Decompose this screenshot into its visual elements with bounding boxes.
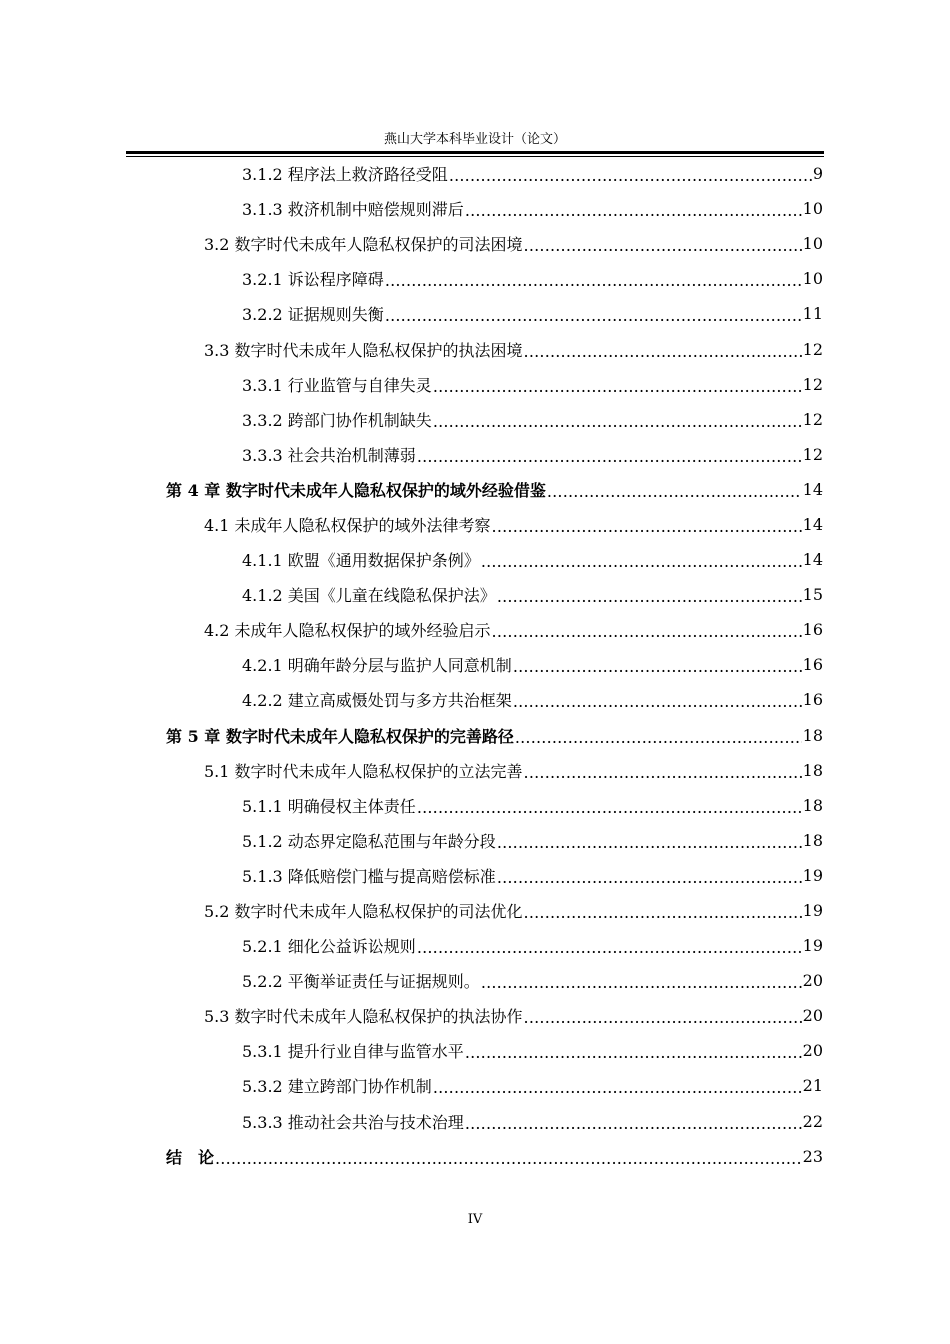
table-of-contents: [166, 156, 823, 1174]
toc-entry[interactable]: [166, 788, 823, 823]
toc-entry-title: 5.3.3 推动社会共治与技术治理: [242, 1112, 464, 1132]
toc-entry[interactable]: [166, 226, 823, 261]
toc-entry-title: 3.1.2 程序法上救济路径受阻: [242, 165, 448, 185]
toc-entry[interactable]: [166, 402, 823, 437]
toc-entry-page: 12: [802, 374, 823, 394]
toc-entry[interactable]: [166, 928, 823, 963]
toc-entry-title: 5.2.1 细化公益诉讼规则: [242, 937, 416, 957]
toc-entry-title: 5.1.1 明确侵权主体责任: [242, 796, 416, 816]
toc-dot-leader: [492, 517, 802, 536]
toc-dot-leader: [385, 271, 802, 290]
toc-entry-page: 16: [802, 690, 823, 710]
toc-entry-page: 19: [802, 936, 823, 956]
toc-entry-page: 18: [802, 725, 823, 745]
toc-entry-title: 5.3.2 建立跨部门协作机制: [242, 1077, 432, 1097]
page-number: IV: [467, 1212, 483, 1227]
toc-entry-page: 20: [802, 1006, 823, 1026]
toc-entry-title: 4.1.2 美国《儿童在线隐私保护法》: [242, 586, 496, 606]
toc-dot-leader: [417, 938, 802, 957]
toc-entry-page: 18: [802, 830, 823, 850]
toc-entry-page: 19: [802, 901, 823, 921]
toc-entry-page: 14: [802, 479, 823, 499]
toc-entry-page: 18: [802, 795, 823, 815]
toc-entry-title: 4.1.1 欧盟《通用数据保护条例》: [242, 551, 480, 571]
toc-entry-title: 3.1.3 救济机制中赔偿规则滞后: [242, 200, 464, 220]
toc-dot-leader: [492, 622, 802, 641]
toc-dot-leader: [417, 798, 802, 817]
toc-entry-page: 23: [802, 1146, 823, 1166]
toc-entry[interactable]: [166, 472, 823, 507]
toc-entry-page: 20: [802, 1041, 823, 1061]
toc-entry-title: 4.1 未成年人隐私权保护的域外法律考察: [204, 515, 491, 535]
toc-entry[interactable]: [166, 647, 823, 682]
toc-entry[interactable]: [166, 753, 823, 788]
toc-dot-leader: [385, 306, 802, 325]
toc-dot-leader: [547, 482, 802, 501]
toc-entry-title: 3.3.3 社会共治机制薄弱: [242, 445, 416, 465]
toc-entry-title: 3.2 数字时代未成年人隐私权保护的司法困境: [204, 235, 523, 255]
toc-dot-leader: [465, 1043, 802, 1062]
toc-entry[interactable]: [166, 963, 823, 998]
toc-entry[interactable]: [166, 367, 823, 402]
toc-entry[interactable]: [166, 1068, 823, 1103]
toc-dot-leader: [524, 903, 802, 922]
toc-dot-leader: [524, 236, 802, 255]
toc-entry-page: 12: [802, 409, 823, 429]
toc-entry-title: 4.2.2 建立高威慑处罚与多方共治框架: [242, 691, 512, 711]
toc-dot-leader: [449, 166, 812, 185]
toc-entry-page: 15: [802, 585, 823, 605]
toc-entry-page: 10: [802, 269, 823, 289]
toc-entry-page: 16: [802, 620, 823, 640]
toc-dot-leader: [524, 763, 802, 782]
toc-entry-page: 11: [802, 304, 823, 324]
toc-dot-leader: [513, 657, 802, 676]
toc-entry-title: 3.3.1 行业监管与自律失灵: [242, 375, 432, 395]
toc-dot-leader: [433, 1078, 802, 1097]
toc-entry-page: 20: [802, 971, 823, 991]
toc-entry-title: 5.3.1 提升行业自律与监管水平: [242, 1042, 464, 1062]
toc-entry-page: 12: [802, 444, 823, 464]
toc-dot-leader: [481, 552, 802, 571]
toc-entry[interactable]: [166, 1139, 823, 1174]
toc-entry-title: 5.2 数字时代未成年人隐私权保护的司法优化: [204, 902, 523, 922]
toc-dot-leader: [524, 1008, 802, 1027]
toc-entry-title: 5.3 数字时代未成年人隐私权保护的执法协作: [204, 1007, 523, 1027]
toc-dot-leader: [481, 973, 802, 992]
toc-entry-title: 5.1 数字时代未成年人隐私权保护的立法完善: [204, 761, 523, 781]
toc-entry-title: 结 论: [166, 1147, 215, 1167]
toc-entry-page: 9: [812, 164, 823, 184]
toc-dot-leader: [513, 692, 802, 711]
toc-entry[interactable]: [166, 191, 823, 226]
page-header: 燕山大学本科毕业设计（论文）: [383, 132, 566, 147]
toc-dot-leader: [417, 447, 802, 466]
toc-entry[interactable]: [166, 542, 823, 577]
toc-entry[interactable]: [166, 1033, 823, 1068]
header-rule-thick: [126, 151, 824, 154]
toc-entry-page: 10: [802, 199, 823, 219]
toc-entry[interactable]: [166, 577, 823, 612]
toc-entry[interactable]: [166, 331, 823, 366]
toc-entry-page: 12: [802, 339, 823, 359]
toc-entry-page: 14: [802, 514, 823, 534]
toc-entry[interactable]: [166, 998, 823, 1033]
toc-entry[interactable]: [166, 1104, 823, 1139]
toc-entry-title: 5.1.2 动态界定隐私范围与年龄分段: [242, 831, 496, 851]
toc-dot-leader: [215, 1149, 802, 1168]
toc-entry-title: 3.2.1 诉讼程序障碍: [242, 270, 384, 290]
toc-entry-title: 5.1.3 降低赔偿门槛与提高赔偿标准: [242, 866, 496, 886]
toc-entry[interactable]: [166, 718, 823, 753]
toc-entry[interactable]: [166, 858, 823, 893]
toc-dot-leader: [524, 342, 802, 361]
toc-entry-page: 14: [802, 550, 823, 570]
toc-entry-page: 22: [802, 1111, 823, 1131]
toc-entry-title: 第 5 章 数字时代未成年人隐私权保护的完善路径: [166, 726, 514, 746]
toc-entry-page: 16: [802, 655, 823, 675]
toc-entry-title: 第 4 章 数字时代未成年人隐私权保护的域外经验借鉴: [166, 480, 546, 500]
toc-entry-page: 10: [802, 234, 823, 254]
toc-entry[interactable]: [166, 612, 823, 647]
toc-dot-leader: [465, 1114, 802, 1133]
toc-entry-page: 18: [802, 760, 823, 780]
toc-entry[interactable]: [166, 823, 823, 858]
toc-dot-leader: [515, 728, 802, 747]
toc-dot-leader: [433, 412, 802, 431]
toc-entry-title: 4.2 未成年人隐私权保护的域外经验启示: [204, 621, 491, 641]
toc-entry[interactable]: [166, 437, 823, 472]
toc-entry-title: 3.3.2 跨部门协作机制缺失: [242, 410, 432, 430]
toc-dot-leader: [497, 833, 802, 852]
toc-entry-page: 21: [802, 1076, 823, 1096]
toc-entry[interactable]: [166, 682, 823, 717]
toc-entry-title: 4.2.1 明确年龄分层与监护人同意机制: [242, 656, 512, 676]
toc-dot-leader: [497, 868, 802, 887]
toc-entry-title: 3.2.2 证据规则失衡: [242, 305, 384, 325]
toc-entry[interactable]: [166, 296, 823, 331]
toc-entry-title: 3.3 数字时代未成年人隐私权保护的执法困境: [204, 340, 523, 360]
toc-entry[interactable]: [166, 507, 823, 542]
toc-entry[interactable]: [166, 893, 823, 928]
toc-dot-leader: [497, 587, 802, 606]
toc-dot-leader: [465, 201, 802, 220]
toc-entry[interactable]: [166, 156, 823, 191]
toc-entry-page: 19: [802, 865, 823, 885]
toc-entry[interactable]: [166, 261, 823, 296]
toc-entry-title: 5.2.2 平衡举证责任与证据规则。: [242, 972, 480, 992]
toc-dot-leader: [433, 377, 802, 396]
